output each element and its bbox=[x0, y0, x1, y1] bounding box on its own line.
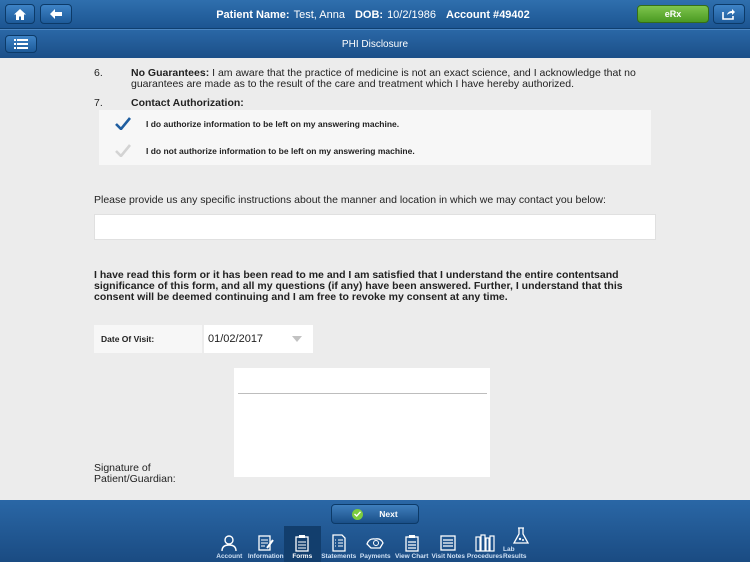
tab-account[interactable] bbox=[211, 526, 248, 562]
tab-label: Forms bbox=[292, 553, 313, 560]
sub-header bbox=[0, 29, 750, 58]
form-item-contact-authorization bbox=[94, 98, 654, 109]
item-number: 6. bbox=[94, 67, 103, 79]
bottom-tab-bar bbox=[211, 526, 540, 562]
item-number: 7. bbox=[94, 97, 103, 109]
document-edit-icon bbox=[257, 534, 275, 552]
item-title: Contact Authorization: bbox=[131, 97, 244, 109]
chart-icon bbox=[403, 534, 421, 552]
do-not-authorize-option-label: I do not authorize information to be left on my answering machine. bbox=[146, 145, 415, 156]
erx-button[interactable]: eRx bbox=[637, 5, 709, 23]
tab-view-chart[interactable] bbox=[394, 526, 431, 562]
tab-label: Lab Results bbox=[503, 546, 527, 560]
flask-icon bbox=[512, 527, 530, 545]
form-content[interactable] bbox=[0, 58, 750, 500]
share-icon bbox=[722, 8, 736, 20]
checkmark-icon bbox=[115, 144, 131, 157]
dob-value: 10/2/1986 bbox=[387, 8, 436, 21]
tab-label: Visit Notes bbox=[431, 553, 465, 560]
notes-icon bbox=[439, 534, 457, 552]
tab-payments[interactable] bbox=[357, 526, 394, 562]
tab-label: Account bbox=[216, 553, 243, 560]
footer-toolbar bbox=[0, 500, 750, 562]
tab-forms[interactable] bbox=[284, 526, 321, 562]
signature-label: Signature of Patient/Guardian: bbox=[94, 462, 176, 485]
home-button[interactable] bbox=[5, 4, 35, 24]
date-of-visit-label: Date Of Visit: bbox=[94, 325, 202, 353]
authorize-option[interactable] bbox=[99, 110, 651, 137]
tab-procedures[interactable] bbox=[467, 526, 504, 562]
tab-label: Procedures bbox=[466, 553, 503, 560]
tab-information[interactable] bbox=[248, 526, 285, 562]
page-title: PHI Disclosure bbox=[341, 39, 409, 50]
do-not-authorize-option[interactable] bbox=[99, 137, 651, 164]
tab-statements[interactable] bbox=[321, 526, 358, 562]
tab-label: View Chart bbox=[395, 553, 429, 560]
top-header bbox=[0, 0, 750, 29]
statement-icon bbox=[330, 534, 348, 552]
item-text: I am aware that the practice of medicine is not an exact science, and I acknowledge that no guarantees are made as to the result of the care and treatment which I have hereby authorized. bbox=[131, 67, 636, 90]
tab-label: Payments bbox=[359, 553, 391, 560]
item-title: No Guarantees: bbox=[131, 67, 210, 79]
contact-authorization-options bbox=[99, 110, 651, 165]
next-label: Next bbox=[379, 509, 398, 519]
tab-label: Statements bbox=[321, 553, 357, 560]
instructions-prompt: Please provide us any specific instructions about the manner and location in which we may contact you below: bbox=[94, 194, 606, 206]
arrow-left-icon bbox=[49, 8, 63, 20]
dob-label: DOB: bbox=[354, 8, 384, 21]
back-button[interactable] bbox=[40, 4, 72, 24]
tab-label: Information bbox=[247, 553, 284, 560]
checkmark-icon bbox=[115, 117, 131, 130]
payment-icon bbox=[365, 534, 385, 552]
check-circle-icon bbox=[352, 509, 363, 520]
next-button[interactable] bbox=[331, 504, 419, 524]
tab-lab-results[interactable] bbox=[503, 526, 540, 562]
account-label: Account # bbox=[446, 8, 500, 21]
home-icon bbox=[13, 8, 27, 21]
date-of-visit-value: 01/02/2017 bbox=[208, 333, 264, 345]
clipboard-icon bbox=[293, 534, 311, 552]
signature-line bbox=[238, 393, 487, 394]
account-value: 49402 bbox=[499, 8, 530, 21]
authorize-option-label: I do authorize information to be left on my answering machine. bbox=[146, 118, 400, 129]
chevron-down-icon[interactable] bbox=[292, 336, 302, 342]
signature-pad[interactable] bbox=[234, 368, 490, 477]
patient-name-value: Test, Anna bbox=[293, 8, 345, 21]
menu-button[interactable] bbox=[5, 35, 37, 53]
consent-statement: I have read this form or it has been read to me and I am satisfied that I understand the entire contentsand significance of this form, and all my questions (if any) have been answered. Further, I understand that this consent will be deemed continuing and I am free to revoke my consent at any time. bbox=[94, 269, 623, 303]
tab-visit-notes[interactable] bbox=[430, 526, 467, 562]
list-menu-icon bbox=[14, 39, 28, 49]
patient-name-label: Patient Name: bbox=[216, 8, 290, 21]
share-button[interactable] bbox=[713, 4, 745, 24]
person-icon bbox=[220, 534, 238, 552]
books-icon bbox=[475, 534, 495, 552]
instructions-input[interactable] bbox=[94, 214, 656, 240]
form-item-no-guarantees bbox=[94, 68, 654, 90]
